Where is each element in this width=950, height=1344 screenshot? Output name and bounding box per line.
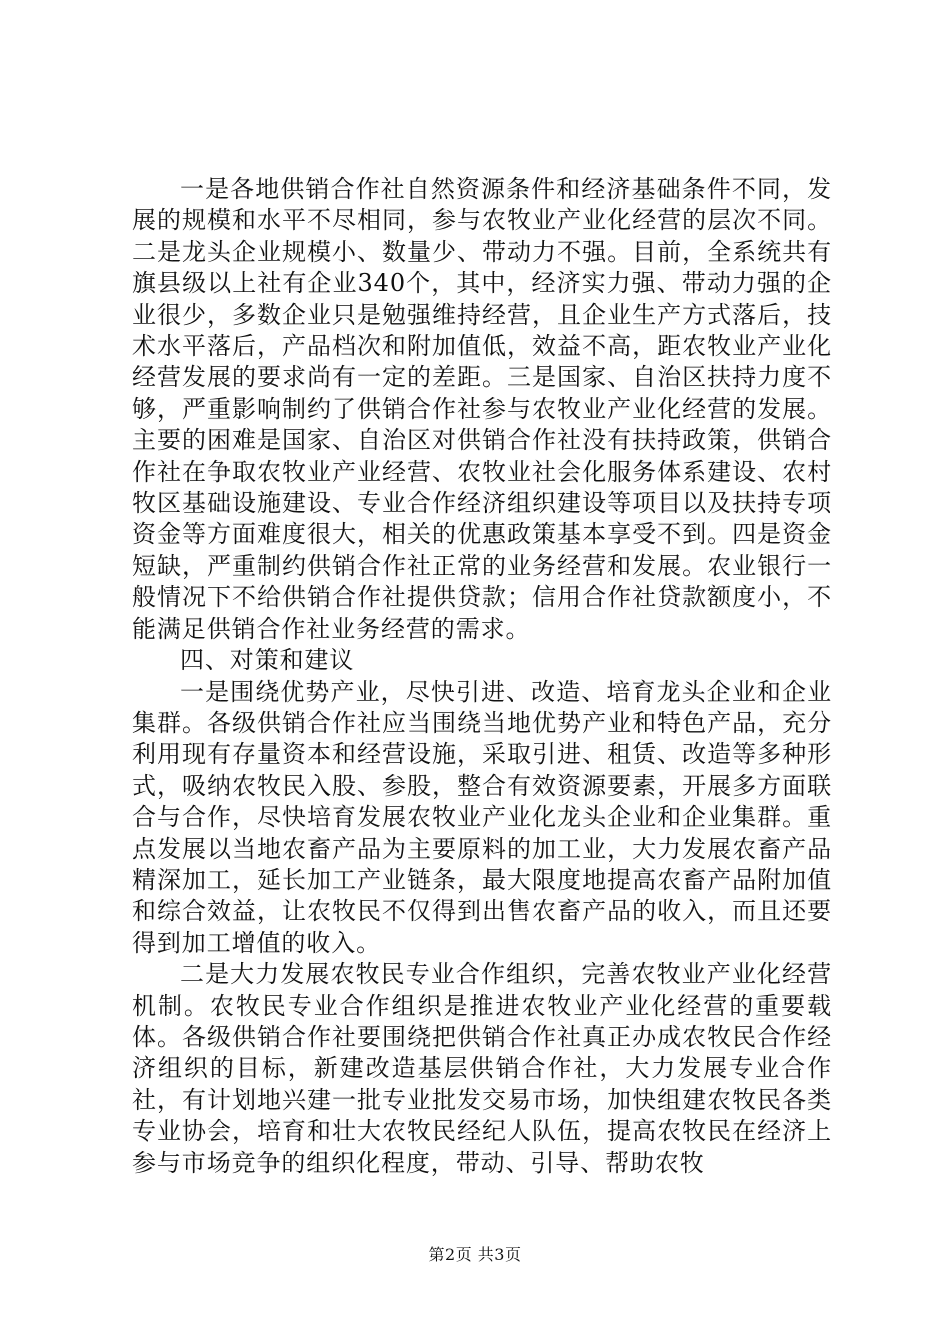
paragraph-recommendation-two: 二是大力发展农牧民专业合作组织，完善农牧业产业化经营机制。农牧民专业合作组织是推进农牧业产业化经营的重要载体。各级供销合作社要围绕把供销合作社真正办成农牧民合作经济组织的目标，新建改造基层供销合作社，大力发展专业合作社，有计划地兴建一批专业批发交易市场，加快组建农牧民各类专业协会，培育和壮大农牧民经纪人队伍，提高农牧民在经济上参与市场竞争的组织化程度，带动、引导、帮助农牧 [132, 960, 832, 1177]
paragraph-challenges: 一是各地供销合作社自然资源条件和经济基础条件不同，发展的规模和水平不尽相同，参与农牧业产业化经营的层次不同。二是龙头企业规模小、数量少、带动力不强。目前，全系统共有旗县级以上社有企业340个，其中，经济实力强、带动力强的企业很少，多数企业只是勉强维持经营，且企业生产方式落后，技术水平落后，产品档次和附加值低，效益不高，距农牧业产业化经营发展的要求尚有一定的差距。三是国家、自治区扶持力度不够，严重影响制约了供销合作社参与农牧业产业化经营的发展。主要的困难是国家、自治区对供销合作社没有扶持政策，供销合作社在争取农牧业产业经营、农牧业社会化服务体系建设、农村牧区基础设施建设、专业合作经济组织建设等项目以及扶持专项资金等方面难度很大，相关的优惠政策基本享受不到。四是资金短缺，严重制约供销合作社正常的业务经营和发展。农业银行一般情况下不给供销合作社提供贷款；信用合作社贷款额度小，不能满足供销合作社业务经营的需求。 [132, 175, 832, 643]
page-number-footer: 第2页 共3页 [428, 1245, 522, 1264]
section-heading-countermeasures: 四、对策和建议 [180, 646, 355, 675]
paragraph-recommendation-one: 一是围绕优势产业，尽快引进、改造、培育龙头企业和企业集群。各级供销合作社应当围绕当地优势产业和特色产品，充分利用现有存量资本和经营设施，采取引进、租赁、改造等多种形式，吸纳农牧民入股、参股，整合有效资源要素，开展多方面联合与合作，尽快培育发展农牧业产业化龙头企业和企业集群。重点发展以当地农畜产品为主要原料的加工业，大力发展农畜产品精深加工，延长加工产业链条，最大限度地提高农畜产品附加值和综合效益，让农牧民不仅得到出售农畜产品的收入，而且还要得到加工增值的收入。 [132, 677, 832, 957]
document-body [132, 174, 832, 1179]
